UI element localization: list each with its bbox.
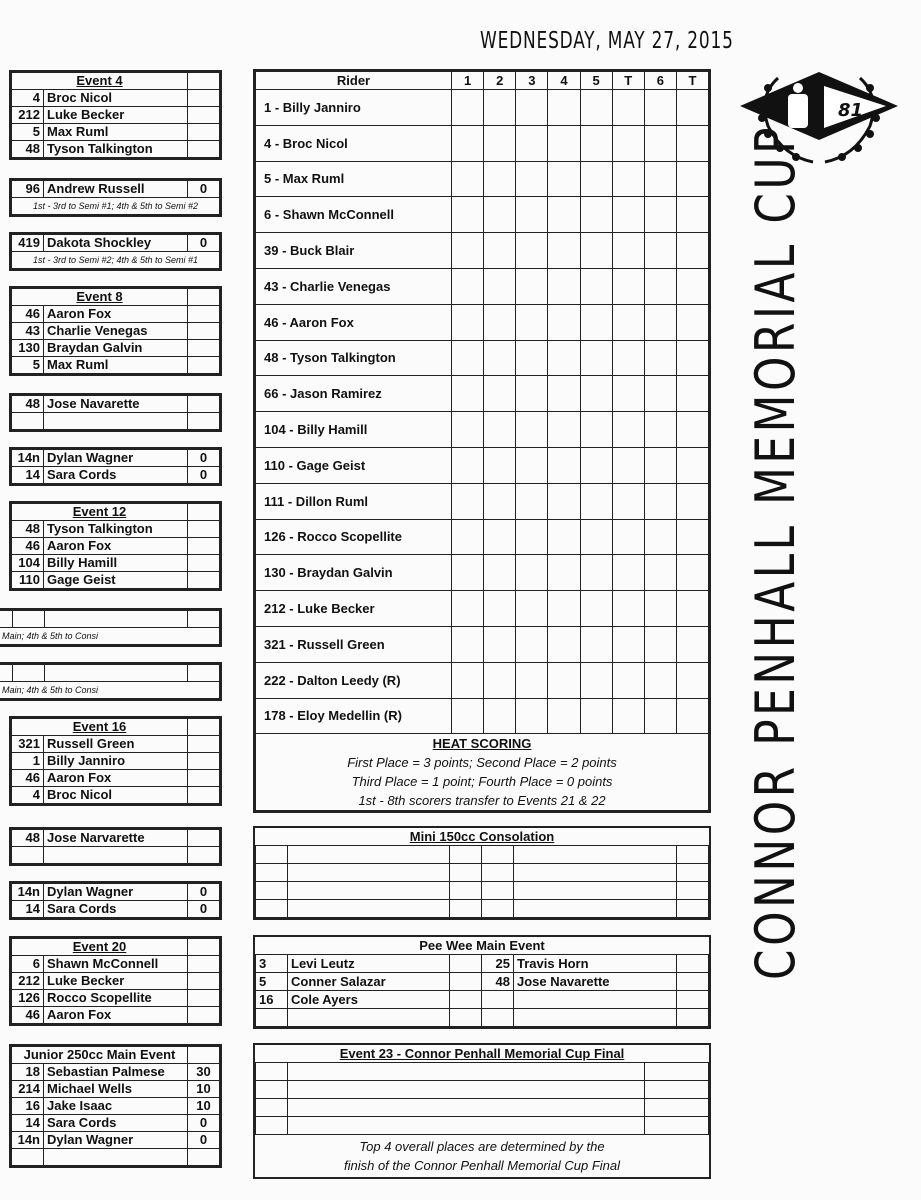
score-cell bbox=[676, 412, 708, 448]
table-row: 4 Broc Nicol bbox=[12, 787, 220, 804]
rider-row bbox=[256, 233, 709, 269]
score-cell bbox=[452, 233, 484, 269]
score-cell bbox=[516, 662, 548, 698]
score-cell bbox=[580, 591, 612, 627]
score-cell bbox=[644, 626, 676, 662]
table-row: 5 Max Ruml bbox=[12, 357, 220, 374]
score-cell bbox=[676, 483, 708, 519]
score-cell bbox=[452, 698, 484, 734]
score-cell bbox=[548, 125, 580, 161]
score-cell bbox=[548, 233, 580, 269]
col-6: 6 bbox=[644, 72, 676, 90]
score-cell bbox=[644, 268, 676, 304]
rider-row bbox=[256, 125, 709, 161]
table-row: 14n Dylan Wagner 0 bbox=[12, 450, 220, 467]
table-row: 43 Charlie Venegas bbox=[12, 323, 220, 340]
table-row: 321 Russell Green bbox=[12, 736, 220, 753]
score-cell bbox=[548, 519, 580, 555]
blank1-note: Main; 4th & 5th to Consi bbox=[0, 628, 220, 645]
table-row: 48 Tyson Talkington bbox=[12, 141, 220, 158]
col-1: 1 bbox=[452, 72, 484, 90]
rider-row bbox=[256, 626, 709, 662]
score-cell bbox=[516, 304, 548, 340]
rider-name: 126 - Rocco Scopellite bbox=[256, 519, 452, 555]
rider-name: 178 - Eloy Medellin (R) bbox=[256, 698, 452, 734]
rider-row bbox=[256, 268, 709, 304]
rider-row bbox=[256, 662, 709, 698]
score-cell bbox=[644, 304, 676, 340]
score-cell bbox=[612, 626, 644, 662]
score-cell bbox=[548, 340, 580, 376]
score-cell bbox=[580, 447, 612, 483]
score-cell bbox=[516, 376, 548, 412]
score-cell bbox=[580, 698, 612, 734]
score-cell bbox=[644, 412, 676, 448]
event4-box bbox=[9, 70, 222, 160]
table-row: 48 Jose Navarette bbox=[12, 396, 220, 413]
score-cell bbox=[548, 626, 580, 662]
score-cell bbox=[484, 626, 516, 662]
scoring-line: Third Place = 1 point; Fourth Place = 0 points bbox=[351, 774, 613, 790]
event8-box bbox=[9, 286, 222, 376]
score-cell bbox=[484, 698, 516, 734]
score-cell bbox=[484, 233, 516, 269]
score-cell bbox=[612, 447, 644, 483]
mini-consolation-box bbox=[253, 826, 711, 920]
logo-number: 81 bbox=[838, 100, 864, 121]
score-cell bbox=[676, 90, 708, 126]
score-cell bbox=[452, 662, 484, 698]
rider-name: 43 - Charlie Venegas bbox=[256, 268, 452, 304]
score-cell bbox=[580, 197, 612, 233]
rider-row bbox=[256, 519, 709, 555]
table-row: 46 Aaron Fox bbox=[12, 770, 220, 787]
semi1-box bbox=[9, 178, 222, 217]
rider-name: 321 - Russell Green bbox=[256, 626, 452, 662]
score-cell bbox=[548, 662, 580, 698]
semi1-note: 1st - 3rd to Semi #1; 4th & 5th to Semi #2 bbox=[12, 198, 220, 215]
rider-row bbox=[256, 555, 709, 591]
score-cell bbox=[580, 268, 612, 304]
score-cell bbox=[676, 626, 708, 662]
score-cell bbox=[612, 340, 644, 376]
rider-name: 5 - Max Ruml bbox=[256, 161, 452, 197]
score-cell bbox=[516, 591, 548, 627]
score-cell bbox=[612, 555, 644, 591]
score-cell bbox=[516, 161, 548, 197]
score-cell bbox=[612, 519, 644, 555]
rider-row bbox=[256, 412, 709, 448]
event20-box bbox=[9, 936, 222, 1026]
rider-name: 110 - Gage Geist bbox=[256, 447, 452, 483]
event23-title: Event 23 - Connor Penhall Memorial Cup Final bbox=[339, 1046, 625, 1061]
event12-title: Event 12 bbox=[12, 504, 188, 521]
rider-row bbox=[256, 90, 709, 126]
rider-row bbox=[256, 591, 709, 627]
jose2-box bbox=[9, 827, 222, 866]
event20-title: Event 20 bbox=[12, 939, 188, 956]
score-cell bbox=[548, 447, 580, 483]
semi2-note: 1st - 3rd to Semi #2; 4th & 5th to Semi #1 bbox=[12, 252, 220, 269]
score-cell bbox=[516, 447, 548, 483]
score-cell bbox=[644, 125, 676, 161]
table-row: 48 Tyson Talkington bbox=[12, 521, 220, 538]
heat-scoring-rules bbox=[255, 734, 709, 811]
score-cell bbox=[452, 447, 484, 483]
score-cell bbox=[452, 161, 484, 197]
score-cell bbox=[676, 519, 708, 555]
score-cell bbox=[612, 376, 644, 412]
score-cell bbox=[612, 662, 644, 698]
score-cell bbox=[644, 90, 676, 126]
score-cell bbox=[548, 376, 580, 412]
table-row: 130 Braydan Galvin bbox=[12, 340, 220, 357]
score-cell bbox=[612, 90, 644, 126]
rider-name: 222 - Dalton Leedy (R) bbox=[256, 662, 452, 698]
score-cell bbox=[644, 591, 676, 627]
table-row: 212 Luke Becker bbox=[12, 973, 220, 990]
score-cell bbox=[612, 268, 644, 304]
table-row: 14 Sara Cords 0 bbox=[12, 901, 220, 918]
col-rider: Rider bbox=[256, 72, 452, 90]
score-cell bbox=[484, 161, 516, 197]
score-cell bbox=[484, 197, 516, 233]
score-cell bbox=[484, 268, 516, 304]
rider-name: 111 - Dillon Ruml bbox=[256, 483, 452, 519]
wagner2-box bbox=[9, 881, 222, 920]
heat-scoring-table bbox=[253, 69, 711, 813]
score-cell bbox=[516, 483, 548, 519]
score-cell bbox=[548, 90, 580, 126]
score-cell bbox=[676, 197, 708, 233]
table-row: 5 Conner Salazar 48 Jose Navarette bbox=[256, 973, 709, 991]
score-cell bbox=[548, 555, 580, 591]
event4-table bbox=[11, 72, 220, 158]
table-row: 16 Jake Isaac 10 bbox=[12, 1098, 220, 1115]
event16-box bbox=[9, 716, 222, 806]
score-cell bbox=[580, 626, 612, 662]
score-cell bbox=[612, 197, 644, 233]
score-cell bbox=[644, 197, 676, 233]
score-cell bbox=[644, 340, 676, 376]
rider-name: 48 - Tyson Talkington bbox=[256, 340, 452, 376]
table-row: 46 Aaron Fox bbox=[12, 1007, 220, 1024]
score-cell bbox=[452, 591, 484, 627]
score-cell bbox=[612, 125, 644, 161]
score-cell bbox=[516, 90, 548, 126]
score-cell bbox=[580, 483, 612, 519]
score-cell bbox=[484, 555, 516, 591]
score-cell bbox=[452, 483, 484, 519]
score-cell bbox=[612, 412, 644, 448]
score-cell bbox=[548, 483, 580, 519]
event12-box bbox=[9, 501, 222, 591]
table-row: 16 Cole Ayers bbox=[256, 991, 709, 1009]
score-cell bbox=[516, 412, 548, 448]
table-row: 214 Michael Wells 10 bbox=[12, 1081, 220, 1098]
score-cell bbox=[516, 125, 548, 161]
table-row: 46 Aaron Fox bbox=[12, 306, 220, 323]
col-t1: T bbox=[612, 72, 644, 90]
score-cell bbox=[452, 555, 484, 591]
event23-note: Top 4 overall places are determined by the finish of the Connor Penhall Memorial Cup Final bbox=[343, 1139, 621, 1173]
score-cell bbox=[484, 591, 516, 627]
score-cell bbox=[580, 376, 612, 412]
score-cell bbox=[612, 698, 644, 734]
jose1-box bbox=[9, 393, 222, 432]
table-row: 4 Broc Nicol bbox=[12, 90, 220, 107]
score-cell bbox=[484, 376, 516, 412]
score-cell bbox=[644, 483, 676, 519]
score-cell bbox=[580, 519, 612, 555]
score-cell bbox=[676, 555, 708, 591]
score-cell bbox=[644, 662, 676, 698]
score-cell bbox=[676, 376, 708, 412]
blank2-box bbox=[0, 662, 222, 701]
score-cell bbox=[644, 555, 676, 591]
score-cell bbox=[516, 233, 548, 269]
table-row: 104 Billy Hamill bbox=[12, 555, 220, 572]
score-cell bbox=[548, 698, 580, 734]
col-3: 3 bbox=[516, 72, 548, 90]
score-cell bbox=[484, 125, 516, 161]
mini-title: Mini 150cc Consolation bbox=[409, 829, 555, 844]
junior-title: Junior 250cc Main Event bbox=[12, 1047, 188, 1064]
score-cell bbox=[516, 268, 548, 304]
semi2-box bbox=[9, 232, 222, 271]
table-row: 1 Billy Janniro bbox=[12, 753, 220, 770]
peewee-box bbox=[253, 935, 711, 1029]
score-cell bbox=[644, 161, 676, 197]
rider-name: 46 - Aaron Fox bbox=[256, 304, 452, 340]
rider-row bbox=[256, 304, 709, 340]
score-cell bbox=[516, 555, 548, 591]
score-cell bbox=[548, 161, 580, 197]
rider-name: 212 - Luke Becker bbox=[256, 591, 452, 627]
score-cell bbox=[676, 662, 708, 698]
score-cell bbox=[516, 197, 548, 233]
score-cell bbox=[644, 519, 676, 555]
rider-row bbox=[256, 447, 709, 483]
score-cell bbox=[548, 591, 580, 627]
vertical-title: CONNOR PENHALL MEMORIAL CUP bbox=[744, 123, 807, 980]
score-cell bbox=[548, 268, 580, 304]
score-cell bbox=[548, 412, 580, 448]
score-cell bbox=[644, 376, 676, 412]
score-cell bbox=[676, 233, 708, 269]
rider-row bbox=[256, 161, 709, 197]
score-cell bbox=[452, 304, 484, 340]
col-t2: T bbox=[676, 72, 708, 90]
table-row: 18 Sebastian Palmese 30 bbox=[12, 1064, 220, 1081]
score-cell bbox=[516, 626, 548, 662]
table-row: 110 Gage Geist bbox=[12, 572, 220, 589]
score-cell bbox=[516, 698, 548, 734]
table-row: 14 Sara Cords 0 bbox=[12, 467, 220, 484]
score-cell bbox=[484, 483, 516, 519]
score-cell bbox=[484, 412, 516, 448]
rider-name: 104 - Billy Hamill bbox=[256, 412, 452, 448]
table-row: 14 Sara Cords 0 bbox=[12, 1115, 220, 1132]
score-cell bbox=[452, 268, 484, 304]
table-row: 6 Shawn McConnell bbox=[12, 956, 220, 973]
table-row: 126 Rocco Scopellite bbox=[12, 990, 220, 1007]
score-cell bbox=[676, 161, 708, 197]
wagner1-box bbox=[9, 447, 222, 486]
peewee-title: Pee Wee Main Event bbox=[419, 938, 545, 953]
score-cell bbox=[612, 304, 644, 340]
score-cell bbox=[548, 304, 580, 340]
score-cell bbox=[580, 412, 612, 448]
score-cell bbox=[484, 447, 516, 483]
col-2: 2 bbox=[484, 72, 516, 90]
score-cell bbox=[644, 233, 676, 269]
score-cell bbox=[676, 591, 708, 627]
event4-title: Event 4 bbox=[12, 73, 188, 90]
score-cell bbox=[452, 519, 484, 555]
score-cell bbox=[676, 268, 708, 304]
event16-title: Event 16 bbox=[12, 719, 188, 736]
table-row: 46 Aaron Fox bbox=[12, 538, 220, 555]
score-cell bbox=[516, 519, 548, 555]
score-cell bbox=[580, 340, 612, 376]
score-cell bbox=[676, 447, 708, 483]
col-5: 5 bbox=[580, 72, 612, 90]
score-cell bbox=[612, 161, 644, 197]
score-cell bbox=[516, 340, 548, 376]
score-cell bbox=[452, 626, 484, 662]
scoring-line: First Place = 3 points; Second Place = 2 points bbox=[347, 755, 617, 771]
score-cell bbox=[484, 304, 516, 340]
event23-box bbox=[253, 1043, 711, 1179]
rider-name: 1 - Billy Janniro bbox=[256, 90, 452, 126]
score-cell bbox=[580, 161, 612, 197]
table-row: 419 Dakota Shockley 0 bbox=[12, 235, 220, 252]
score-cell bbox=[676, 698, 708, 734]
score-cell bbox=[676, 304, 708, 340]
event8-title: Event 8 bbox=[12, 289, 188, 306]
table-row: 96 Andrew Russell 0 bbox=[12, 181, 220, 198]
score-cell bbox=[580, 555, 612, 591]
score-cell bbox=[580, 662, 612, 698]
score-cell bbox=[452, 412, 484, 448]
blank1-box bbox=[0, 608, 222, 647]
rider-row bbox=[256, 376, 709, 412]
score-cell bbox=[580, 125, 612, 161]
score-cell bbox=[452, 376, 484, 412]
table-row: 212 Luke Becker bbox=[12, 107, 220, 124]
score-cell bbox=[612, 233, 644, 269]
table-row: 14n Dylan Wagner 0 bbox=[12, 1132, 220, 1149]
score-cell bbox=[452, 340, 484, 376]
rider-row bbox=[256, 698, 709, 734]
score-cell bbox=[484, 519, 516, 555]
rider-row bbox=[256, 340, 709, 376]
table-row: 3 Levi Leutz 25 Travis Horn bbox=[256, 955, 709, 973]
rider-name: 130 - Braydan Galvin bbox=[256, 555, 452, 591]
blank2-note: Main; 4th & 5th to Consi bbox=[0, 682, 220, 699]
rider-row bbox=[256, 197, 709, 233]
rider-name: 39 - Buck Blair bbox=[256, 233, 452, 269]
rider-name: 66 - Jason Ramirez bbox=[256, 376, 452, 412]
col-4: 4 bbox=[548, 72, 580, 90]
score-cell bbox=[580, 233, 612, 269]
score-cell bbox=[580, 90, 612, 126]
score-cell bbox=[452, 90, 484, 126]
rider-name: 6 - Shawn McConnell bbox=[256, 197, 452, 233]
junior-box bbox=[9, 1044, 222, 1168]
score-cell bbox=[612, 483, 644, 519]
table-row: 14n Dylan Wagner 0 bbox=[12, 884, 220, 901]
header-row bbox=[256, 72, 709, 90]
rider-row bbox=[256, 483, 709, 519]
score-cell bbox=[452, 197, 484, 233]
scoring-line: 1st - 8th scorers transfer to Events 21 & 22 bbox=[358, 793, 606, 809]
score-cell bbox=[484, 340, 516, 376]
table-row: 5 Max Ruml bbox=[12, 124, 220, 141]
score-cell bbox=[676, 125, 708, 161]
score-cell bbox=[676, 340, 708, 376]
table-row: 48 Jose Narvarette bbox=[12, 830, 220, 847]
score-cell bbox=[548, 197, 580, 233]
rider-name: 4 - Broc Nicol bbox=[256, 125, 452, 161]
score-cell bbox=[452, 125, 484, 161]
scoring-title: HEAT SCORING bbox=[432, 736, 532, 752]
score-cell bbox=[580, 304, 612, 340]
score-cell bbox=[644, 698, 676, 734]
score-cell bbox=[644, 447, 676, 483]
score-cell bbox=[612, 591, 644, 627]
event-date: WEDNESDAY, MAY 27, 2015 bbox=[480, 28, 734, 54]
score-cell bbox=[484, 662, 516, 698]
score-cell bbox=[484, 90, 516, 126]
